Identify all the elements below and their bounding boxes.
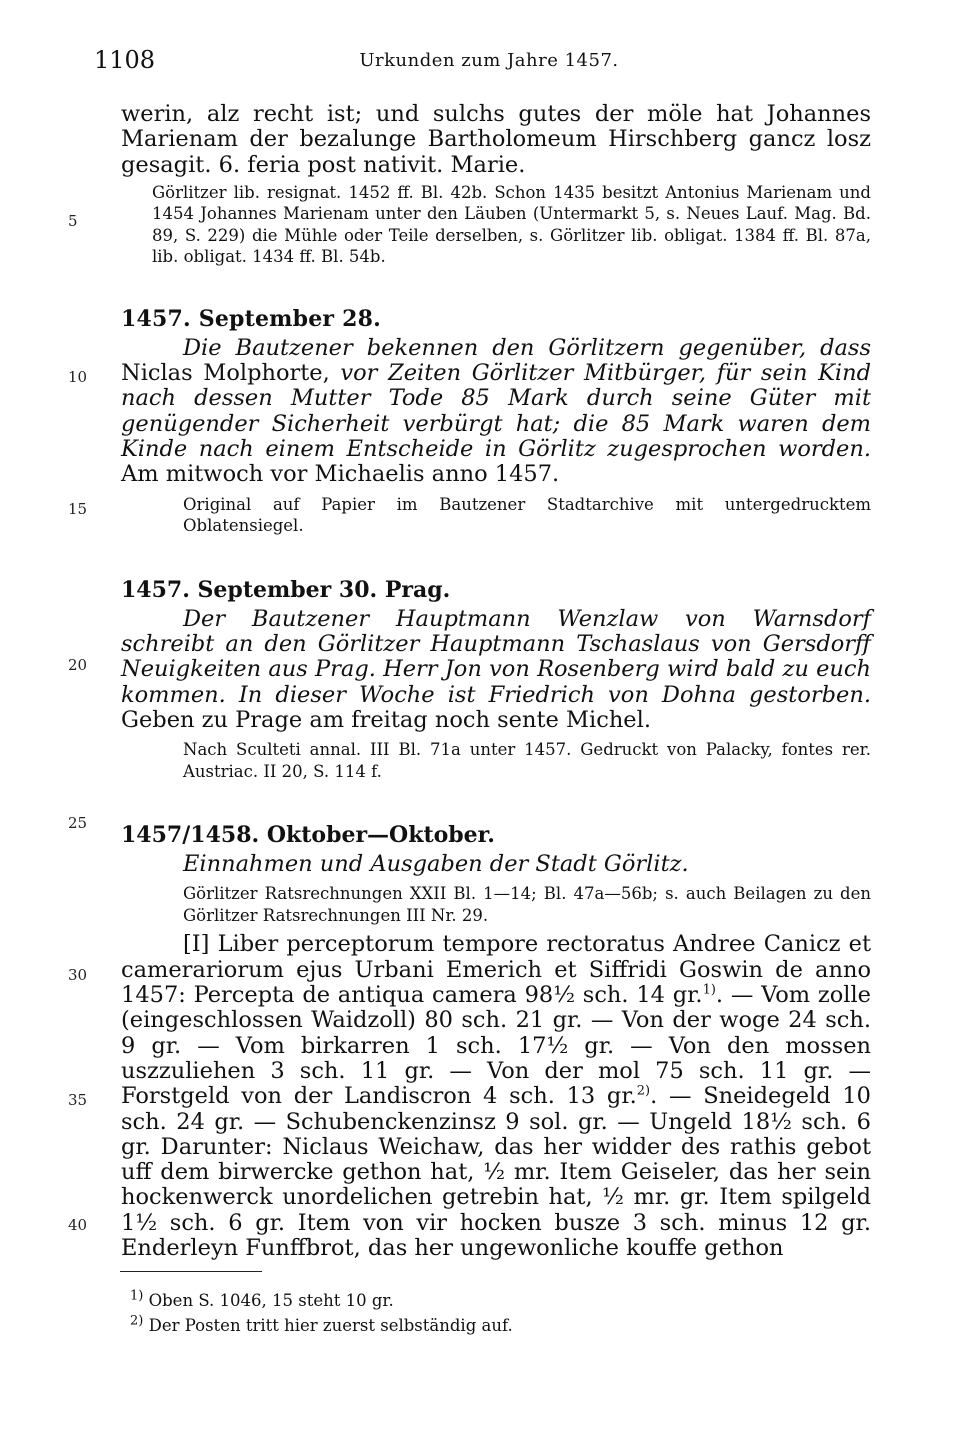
footnotes (130, 1288, 870, 1338)
entry-date: 1457. September 30. (121, 576, 378, 603)
footnote (130, 1288, 870, 1313)
entry-text (121, 932, 871, 1261)
page-number: 1108 (94, 46, 156, 74)
regest-continued: vor Zeiten Görlitzer Mitbürger, für sein Kind nach dessen Mutter Tode 85 Mark durch seine Güter mit genügender Sicherheit verbürgt hat; die 85 Mark waren dem Kinde nach einem Entscheide in Görlitz zugesprochen worden. (121, 360, 872, 463)
source-note: Nach Sculteti annal. III Bl. 71a unter 1457. Gedruckt von Palacky, fontes rer. Austriac. II 20, S. 114 f. (183, 740, 871, 781)
line-number: 20 (68, 656, 88, 674)
dating-clause: Geben zu Prage am freitag noch sente Michel. (121, 706, 651, 733)
footnote-text: Oben S. 1046, 15 steht 10 gr. (148, 1291, 394, 1310)
source-note: Original auf Papier im Bautzener Stadtarchive mit untergedrucktem Oblatensiegel. (183, 494, 871, 536)
entry-heading (121, 306, 871, 332)
line-number: 15 (68, 500, 88, 518)
source-note: Görlitzer Ratsrechnungen XXII Bl. 1—14; Bl. 47a—56b; s. auch Beilagen zu den Görlitzer Ratsrechnungen III Nr. 29. (183, 884, 871, 925)
footnote (130, 1313, 870, 1338)
line-number: 40 (68, 1216, 88, 1234)
dating-clause: Am mitwoch vor Michaelis anno 1457. (121, 461, 560, 488)
regest: Der Bautzener Hauptmann Wenzlaw von Warnsdorf schreibt an den Görlitzer Hauptmann Tschaslaus von Gersdorff Neuigkeiten aus Prag. Herr Jon von Rosenberg wird bald zu euch kommen. In dieser Woche ist Friedrich von Dohna gestorben. (121, 605, 871, 708)
intro-text: werin, alz recht ist; und sulchs gutes der möle hat Johannes Marienam der bezalunge Bartholomeum Hirschberg gancz losz gesagit. 6. feria post nativit. Marie. (121, 101, 871, 178)
entry-text (121, 336, 871, 488)
main-text (121, 102, 871, 1261)
entry-place: Prag. (384, 576, 451, 603)
footnote-text: Der Posten tritt hier zuerst selbständig auf. (148, 1316, 513, 1335)
entry-heading (121, 577, 871, 603)
line-number: 10 (68, 368, 88, 386)
page-header (94, 46, 884, 76)
account-text: . — Vom zolle (eingeschlossen Waidzoll) 80 sch. 21 gr. — Von der woge 24 sch. 9 gr. — Vom birkarren 1 sch. 17½ gr. — Von den mossen uszzuliehen 3 sch. 11 gr. — Von der mol 75 sch. 11 gr. — Forstgeld von der Landiscron 4 sch. 13 gr. (121, 982, 871, 1110)
line-number: 5 (68, 212, 78, 230)
entry-date: 1457/1458. (121, 822, 260, 849)
footnote-mark: 2) (130, 1313, 144, 1329)
running-head: Urkunden zum Jahre 1457. (359, 50, 619, 71)
entry-heading (121, 822, 871, 848)
intro-note: Görlitzer lib. resignat. 1452 ff. Bl. 42b. Schon 1435 besitzt Antonius Marienam und 1454 Johannes Marienam unter den Läuben (Untermarkt 5, s. Neues Lauf. Mag. Bd. 89, S. 229) die Mühle oder Teile derselben, s. Görlitzer lib. obligat. 1384 ff. Bl. 87a, lib. obligat. 1434 ff. Bl. 54b. (152, 182, 871, 267)
account-text: [I] Liber perceptorum tempore rectoratus Andree Canicz et camerariorum ejus Urbani Emerich et Siffridi Goswin de anno 1457: Percepta de antiqua camera 98½ sch. 14 gr. (121, 931, 871, 1009)
entry-date: 1457. September 28. (121, 305, 381, 332)
footnote-ref: 2) (636, 1083, 651, 1099)
footnote-rule (120, 1271, 262, 1272)
footnote-mark: 1) (130, 1288, 144, 1304)
regest: Die Bautzener bekennen den Görlitzern gegenüber, dass (183, 334, 871, 361)
entry-text (121, 607, 871, 733)
entry-title: Oktober—Oktober. (266, 822, 495, 849)
line-number: 30 (68, 966, 88, 984)
account-text: . — Sneidegeld 10 sch. 24 gr. — Schubenckenzinsz 9 sol. gr. — Ungeld 18½ sch. 6 gr. Darunter: Niclaus Weichaw, das her widder des rathis gebot uff dem birwercke gethon hat, ½ mr. Item Geiseler, das her sein hockenwerck unordelichen getrebin hat, ½ mr. gr. Item spilgeld 1½ sch. 6 gr. Item von vir hocken busze 3 sch. minus 12 gr. Enderleyn Funffbrot, das her ungewonliche kouffe gethon (121, 1083, 871, 1262)
footnote-ref: 1) (702, 982, 716, 998)
person-name: Niclas Molphorte, (121, 360, 341, 387)
line-number: 25 (68, 814, 88, 832)
line-number: 35 (68, 1091, 88, 1109)
regest: Einnahmen und Ausgaben der Stadt Görlitz. (183, 851, 689, 878)
